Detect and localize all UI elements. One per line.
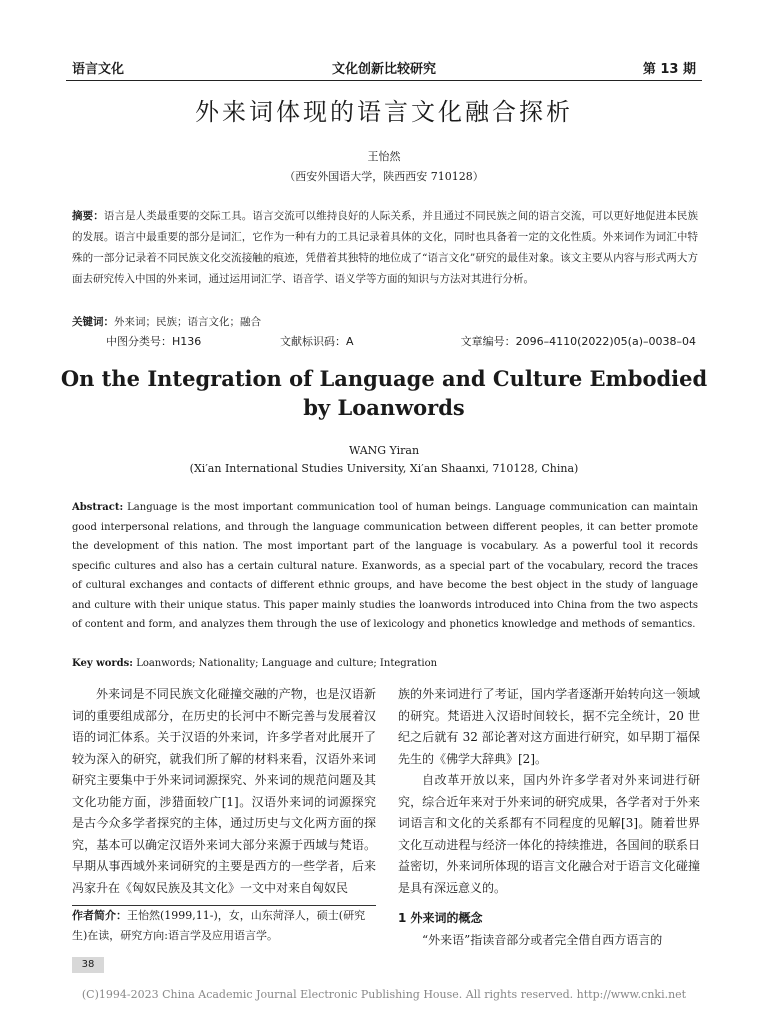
body-paragraph: 族的外来词进行了考证，国内学者逐渐开始转向这一领域的研究。梵语进入汉语时间较长，据不完全统计，20 世纪之后就有 32 部论著对这方面进行研究，如早期丁福保先生的《佛学大辞典》[2]。: [398, 687, 700, 766]
cn-title: 外来词体现的语言文化融合探析: [195, 98, 573, 126]
en-keywords-text: Loanwords; Nationality; Language and culture; Integration: [136, 658, 438, 669]
body-column-left: [72, 684, 376, 899]
clc-number: 中图分类号：H136: [106, 335, 202, 348]
section-text: “外来语”指读音部分或者完全借自西方语言的: [422, 933, 663, 947]
en-author: WANG Yiran: [348, 444, 420, 457]
author-footnote: [72, 906, 376, 946]
section-heading: 1 外来词的概念: [398, 911, 483, 925]
en-keywords-label: Key words:: [72, 658, 133, 669]
en-keywords: [72, 655, 698, 673]
document-code: 文献标识码：A: [280, 335, 354, 348]
copyright-notice: (C)1994-2023 China Academic Journal Electronic Publishing House. All rights reserved. http://www.cnki.net: [81, 988, 687, 1001]
cn-abstract-text: 语言是人类最重要的交际工具。语言交流可以维持良好的人际关系，并且通过不同民族之间的语言交流，可以更好地促进本民族的发展。语言中最重要的部分是词汇，它作为一种有力的工具记录着具体的文化，同时也具备着一定的文化性质。外来词作为词汇中特殊的一部分记录着不同民族文化交流接触的痕迹，凭借着其独特的地位成了“语言文化”研究的最佳对象。该文主要从内容与形式两大方面去研究传入中国的外来词，通过运用词汇学、语音学、语义学等方面的知识与方法对其进行分析。: [72, 210, 699, 285]
article-number: 文章编号：2096–4110(2022)05(a)–0038–04: [460, 335, 696, 348]
footnote-label: 作者简介：: [72, 909, 127, 922]
page-number: 38: [72, 957, 104, 973]
running-header-right: 第 13 期: [642, 62, 696, 77]
running-header-center: 文化创新比较研究: [331, 62, 436, 77]
cn-author: 王怡然: [367, 150, 401, 163]
running-header-left: 语言文化: [72, 62, 125, 77]
cn-abstract-label: 摘要：: [72, 210, 104, 222]
en-abstract-text: Language is the most important communication tool of human beings. Language communication can maintain good interpersonal relations, and through the language communication between different peoples, it can better promote the development of this nation. The most important part of the language is vocabulary. As a powerful tool it records specific cultures and also has a certain cultural nature. Exanwords, as a special part of the vocabulary, record the traces of cultural exchanges and contacts of different ethnic groups, and have become the best object in the study of language and culture with their unique status. This paper mainly studies the loanwords introduced into China from the two aspects of content and form, and analyzes them through the use of lexicology and phonetics knowledge and methods of semantics.: [72, 502, 698, 630]
cn-keywords-text: 外来词；民族；语言文化；融合: [114, 316, 261, 328]
cn-affiliation: （西安外国语大学，陕西西安 710128）: [284, 170, 484, 183]
header-divider: [66, 80, 702, 81]
en-abstract-label: Abstract:: [72, 502, 124, 513]
body-column-right: [398, 684, 700, 899]
cn-keywords: [72, 312, 698, 332]
en-abstract: [72, 498, 698, 635]
en-title: On the Integration of Language and Culture Embodied by Loanwords: [60, 366, 708, 420]
en-affiliation: (Xi′an International Studies University, Xi′an Shaanxi, 710128, China): [189, 462, 579, 475]
footnote-text: 王怡然(1999,11-)，女，山东菏泽人，硕士(研究生)在读，研究方向:语言学及应用语言学。: [72, 909, 366, 942]
body-paragraph: 外来词是不同民族文化碰撞交融的产物，也是汉语新词的重要组成部分，在历史的长河中不断完善与发展着汉语的词汇体系。关于汉语的外来词，许多学者对此展开了较为深入的研究，就我们所了解的材料来看，汉语外来词研究主要集中于外来词词源探究、外来词的规范问题及其文化功能方面，涉猎面较广[1]。汉语外来词的词源探究是古今众多学者探究的主体，通过历史与文化两方面的探究，基本可以确定汉语外来词大部分来源于西域与梵语。早期从事西域外来词研究的主要是西方的一些学者，后来冯家升在《匈奴民族及其文化》一文中对来自匈奴民: [72, 687, 376, 895]
cn-abstract: [72, 206, 698, 290]
cn-keywords-label: 关键词：: [72, 316, 114, 328]
body-paragraph: 自改革开放以来，国内外许多学者对外来词进行研究，综合近年来对于外来词的研究成果，各学者对于外来词语言和文化的关系都有不同程度的见解[3]。随着世界文化互动进程与经济一体化的持续推进，各国间的联系日益密切，外来词所体现的语言文化融合对于语言文化碰撞是具有深远意义的。: [398, 773, 700, 895]
